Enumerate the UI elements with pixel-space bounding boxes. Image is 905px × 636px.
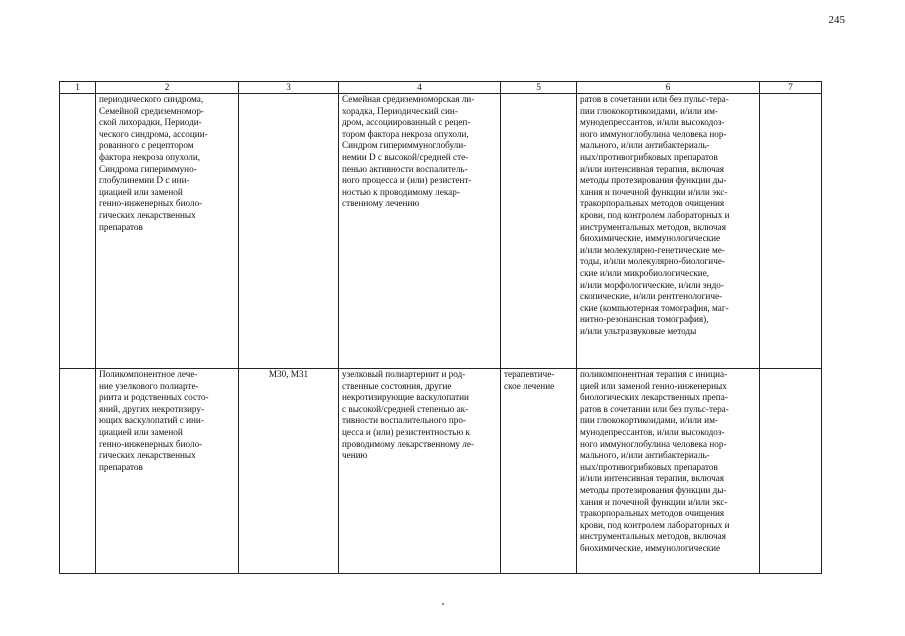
treatment-method-cell: ратов в сочетании или без пульс-тера- пии глюкокортикоидами, и/или им- мунодепрессантов, и/или высокодоз- ного иммуноглобулина человека нор- мального, и/или антибактериаль- ных/противогрибковых препаратов и/или интенсивная терапия, включая методы протезирования функции ды- хания и почечной функции и/или экс- тракорпоральных методов очищения крови, под контролем лабораторных и инструментальных методов, включая биохимические, иммунологические и/или молекулярно-генетические ме- тоды, и/или молекулярно-биологиче- ские и/или микробиологические, и/или морфологические, и/или эндо- скопические, и/или рентгенологиче- ские (компьютерная томография, маг- нитно-резонансная томография), и/или ультразвуковые методы — [577, 94, 760, 369]
treatment-method-cell: поликомпонентная терапия с инициа- цией или заменой генно-инженерных биологических лекарственных препа- ратов в сочетании или без пульс-тера- пии глюкокортикоидами, и/или им- мунодепрессантов, и/или высокодоз- ного иммуноглобулина человека нор- мального, и/или антибактериаль- ных/противогрибковых препаратов и/или интенсивная терапия, включая методы протезирования функции ды- хания и почечной функции и/или экс- тракорпоральных методов очищения крови, под контролем лабораторных и инструментальных методов, включая биохимические, иммунологические — [577, 369, 760, 574]
icd-code-cell: M30, M31 — [239, 369, 339, 574]
patient-model-cell: Семейная средиземноморская ли- хорадка, Периодический син- дром, ассоциированный с рецеп- тором фактора некроза опухоли, Синдром гипериммуноглобули- немии D с высокой/средней сте- пенью активности воспалитель- ного процесса и (или) резистент- ностью к проводимому лекар- ственному лечению — [339, 94, 501, 369]
page-number: 245 — [828, 14, 845, 26]
treatment-name-cell: периодического синдрома, Семейной средиземномор- ской лихорадки, Периоди- ческого синдрома, ассоции- рованного с рецептором фактора некроза опухоли, Синдрома гипериммуно- глобулинемии D с ини- циацией или заменой генно-инженерных биоло- гических лекарственных препаратов — [96, 94, 239, 369]
column-number-3: 3 — [239, 82, 339, 94]
table-cell — [60, 94, 96, 369]
column-number-4: 4 — [339, 82, 501, 94]
table-cell — [60, 369, 96, 574]
column-number-5: 5 — [501, 82, 577, 94]
table-cell — [760, 94, 822, 369]
medical-care-table — [59, 81, 822, 574]
icd-code-cell — [239, 94, 339, 369]
patient-model-cell: узелковый полиартериит и род- ственные состояния, другие некротизирующие васкулопатии с высокой/средней степенью ак- тивности воспалительного про- цесса и (или) резистентностью к проводимому лекарственному ле- чению — [339, 369, 501, 574]
treatment-type-cell — [501, 94, 577, 369]
column-number-7: 7 — [760, 82, 822, 94]
table-row — [60, 94, 822, 369]
column-number-1: 1 — [60, 82, 96, 94]
column-number-2: 2 — [96, 82, 239, 94]
column-number-6: 6 — [577, 82, 760, 94]
scan-speck — [442, 603, 444, 605]
table-cell — [760, 369, 822, 574]
treatment-type-cell: терапевтиче- ское лечение — [501, 369, 577, 574]
table-row — [60, 369, 822, 574]
treatment-name-cell: Поликомпонентное лече- ние узелкового полиарте- риита и родственных состо- яний, других некротизиру- ющих васкулопатий с ини- циацией или заменой генно-инженерных биоло- гических лекарственных препаратов — [96, 369, 239, 574]
column-number-row — [60, 82, 822, 94]
